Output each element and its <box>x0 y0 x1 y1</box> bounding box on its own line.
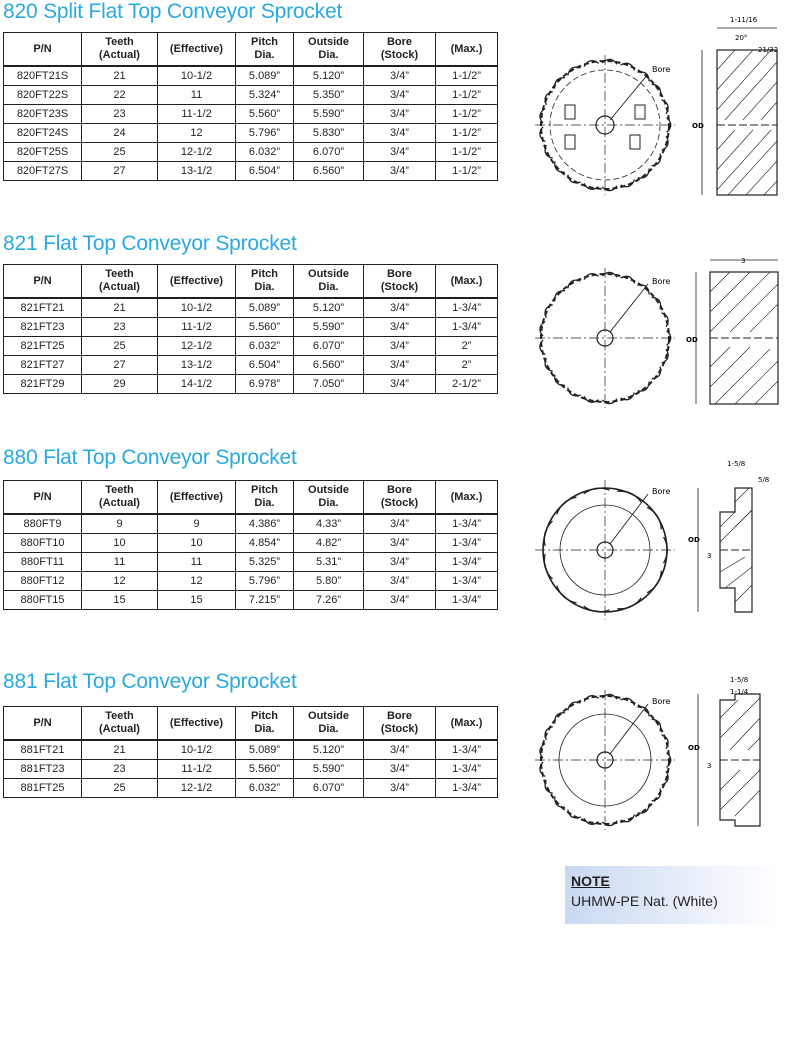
header-pn: P/N <box>4 33 82 67</box>
table-cell: 12 <box>158 572 236 591</box>
sprocket-821-drawing <box>530 252 800 432</box>
header-pn: P/N <box>4 707 82 741</box>
note-text: UHMW-PE Nat. (White) <box>571 893 718 909</box>
table-cell: 6.504” <box>236 162 294 181</box>
table-row <box>4 86 498 105</box>
table-cell: 29 <box>82 375 158 394</box>
table-cell: 25 <box>82 337 158 356</box>
section-title: 821 Flat Top Conveyor Sprocket <box>3 232 297 255</box>
sprocket-881-drawing <box>530 660 800 840</box>
table-cell: 3/4” <box>364 86 436 105</box>
table-cell: 3/4” <box>364 591 436 610</box>
header-bore: Bore (Stock) <box>364 33 436 67</box>
spec-table <box>3 32 498 181</box>
table-cell: 21 <box>82 298 158 318</box>
od-label: OD <box>686 336 698 344</box>
table-cell: 5.324” <box>236 86 294 105</box>
table-row <box>4 298 498 318</box>
table-cell: 12-1/2 <box>158 337 236 356</box>
dim-label: 5/8 <box>758 476 770 484</box>
table-cell: 23 <box>82 760 158 779</box>
table-row <box>4 740 498 760</box>
table-cell: 3/4” <box>364 514 436 534</box>
table-row <box>4 143 498 162</box>
table-cell: 880FT10 <box>4 534 82 553</box>
table-cell: 5.325” <box>236 553 294 572</box>
sprocket-side-view <box>688 676 760 826</box>
sprocket-820-drawing <box>530 10 800 210</box>
sprocket-front-view <box>535 480 675 620</box>
table-cell: 5.120” <box>294 66 364 86</box>
table-cell: 14-1/2 <box>158 375 236 394</box>
table-cell: 1-3/4” <box>436 534 498 553</box>
table-cell: 881FT25 <box>4 779 82 798</box>
table-cell: 5.796” <box>236 124 294 143</box>
dim-label: 1-5/8 <box>730 676 749 684</box>
od-label: OD <box>688 536 700 544</box>
table-cell: 25 <box>82 779 158 798</box>
table-cell: 3/4” <box>364 124 436 143</box>
table-cell: 820FT22S <box>4 86 82 105</box>
table-row <box>4 534 498 553</box>
table-cell: 27 <box>82 162 158 181</box>
table-cell: 1-1/2” <box>436 66 498 86</box>
table-cell: 15 <box>158 591 236 610</box>
sprocket-front-view <box>535 268 675 408</box>
table-cell: 1-3/4” <box>436 318 498 337</box>
dim-label: 1-5/8 <box>727 460 746 468</box>
header-bore: Bore (Stock) <box>364 481 436 515</box>
header-max: (Max.) <box>436 481 498 515</box>
table-cell: 23 <box>82 318 158 337</box>
table-cell: 11-1/2 <box>158 318 236 337</box>
table-row <box>4 66 498 86</box>
header-pitch: Pitch Dia. <box>236 33 294 67</box>
header-effective: (Effective) <box>158 33 236 67</box>
header-effective: (Effective) <box>158 265 236 299</box>
table-cell: 11-1/2 <box>158 760 236 779</box>
table-cell: 24 <box>82 124 158 143</box>
table-cell: 13-1/2 <box>158 356 236 375</box>
table-cell: 1-3/4” <box>436 514 498 534</box>
table-cell: 820FT23S <box>4 105 82 124</box>
header-max: (Max.) <box>436 265 498 299</box>
note-title: NOTE <box>571 873 610 889</box>
table-cell: 3/4” <box>364 318 436 337</box>
table-row <box>4 337 498 356</box>
table-cell: 27 <box>82 356 158 375</box>
table-cell: 2” <box>436 356 498 375</box>
table-cell: 3/4” <box>364 572 436 591</box>
table-cell: 22 <box>82 86 158 105</box>
spec-table <box>3 264 498 394</box>
table-cell: 3/4” <box>364 534 436 553</box>
table-cell: 5.089” <box>236 298 294 318</box>
header-outside: Outside Dia. <box>294 265 364 299</box>
header-bore: Bore (Stock) <box>364 707 436 741</box>
table-cell: 5.560” <box>236 105 294 124</box>
header-outside: Outside Dia. <box>294 707 364 741</box>
table-row <box>4 553 498 572</box>
table-cell: 2” <box>436 337 498 356</box>
table-cell: 4.386” <box>236 514 294 534</box>
header-effective: (Effective) <box>158 707 236 741</box>
sprocket-front-view <box>535 690 675 830</box>
table-cell: 11 <box>82 553 158 572</box>
table-cell: 10 <box>82 534 158 553</box>
table-cell: 820FT25S <box>4 143 82 162</box>
table-cell: 5.089” <box>236 66 294 86</box>
section-title: 881 Flat Top Conveyor Sprocket <box>3 670 297 693</box>
table-cell: 1-3/4” <box>436 298 498 318</box>
header-max: (Max.) <box>436 33 498 67</box>
table-cell: 1-1/2” <box>436 143 498 162</box>
table-cell: 4.33” <box>294 514 364 534</box>
table-cell: 6.560” <box>294 356 364 375</box>
dim-label: 1-11/16 <box>730 16 758 24</box>
header-teeth: Teeth (Actual) <box>82 33 158 67</box>
table-cell: 2-1/2” <box>436 375 498 394</box>
table-cell: 820FT27S <box>4 162 82 181</box>
table-cell: 13-1/2 <box>158 162 236 181</box>
table-cell: 1-3/4” <box>436 740 498 760</box>
header-pitch: Pitch Dia. <box>236 707 294 741</box>
table-cell: 6.560” <box>294 162 364 181</box>
table-cell: 3/4” <box>364 337 436 356</box>
table-cell: 5.120” <box>294 740 364 760</box>
header-outside: Outside Dia. <box>294 481 364 515</box>
table-cell: 7.215” <box>236 591 294 610</box>
header-pitch: Pitch Dia. <box>236 481 294 515</box>
table-cell: 10 <box>158 534 236 553</box>
table-cell: 821FT29 <box>4 375 82 394</box>
section-title: 820 Split Flat Top Conveyor Sprocket <box>3 0 343 23</box>
table-row <box>4 162 498 181</box>
dim-label: 3 <box>741 257 746 265</box>
bore-label: Bore <box>652 277 671 286</box>
table-cell: 6.070” <box>294 779 364 798</box>
sprocket-side-view <box>686 257 778 404</box>
table-cell: 880FT15 <box>4 591 82 610</box>
table-cell: 5.796” <box>236 572 294 591</box>
table-cell: 6.032” <box>236 779 294 798</box>
table-cell: 3/4” <box>364 375 436 394</box>
header-teeth: Teeth (Actual) <box>82 707 158 741</box>
spec-table <box>3 480 498 610</box>
note-box <box>565 866 779 924</box>
table-cell: 880FT11 <box>4 553 82 572</box>
table-cell: 11 <box>158 86 236 105</box>
table-cell: 1-3/4” <box>436 591 498 610</box>
table-row <box>4 572 498 591</box>
table-cell: 820FT24S <box>4 124 82 143</box>
table-cell: 3/4” <box>364 143 436 162</box>
dim-label: 3 <box>707 552 712 560</box>
table-cell: 10-1/2 <box>158 66 236 86</box>
table-cell: 12-1/2 <box>158 143 236 162</box>
table-cell: 5.089” <box>236 740 294 760</box>
dim-label: 1-1/4 <box>730 688 749 696</box>
table-cell: 3/4” <box>364 162 436 181</box>
table-cell: 7.26” <box>294 591 364 610</box>
table-cell: 3/4” <box>364 779 436 798</box>
table-cell: 3/4” <box>364 740 436 760</box>
table-cell: 3/4” <box>364 66 436 86</box>
table-cell: 1-3/4” <box>436 553 498 572</box>
header-teeth: Teeth (Actual) <box>82 265 158 299</box>
table-cell: 5.590” <box>294 105 364 124</box>
table-cell: 6.070” <box>294 143 364 162</box>
table-row <box>4 375 498 394</box>
header-pn: P/N <box>4 265 82 299</box>
table-cell: 881FT23 <box>4 760 82 779</box>
table-cell: 5.31” <box>294 553 364 572</box>
bore-label: Bore <box>652 487 671 496</box>
table-row <box>4 591 498 610</box>
dim-label: 3 <box>707 762 712 770</box>
sprocket-880-drawing <box>530 452 800 642</box>
table-cell: 881FT21 <box>4 740 82 760</box>
table-cell: 11-1/2 <box>158 105 236 124</box>
table-cell: 15 <box>82 591 158 610</box>
table-cell: 5.560” <box>236 760 294 779</box>
dim-label: 20° <box>735 34 748 42</box>
table-row <box>4 514 498 534</box>
table-cell: 5.120” <box>294 298 364 318</box>
table-cell: 6.032” <box>236 337 294 356</box>
table-cell: 23 <box>82 105 158 124</box>
sprocket-side-view <box>688 460 769 612</box>
table-cell: 820FT21S <box>4 66 82 86</box>
table-cell: 6.978” <box>236 375 294 394</box>
table-cell: 5.80” <box>294 572 364 591</box>
table-cell: 6.070” <box>294 337 364 356</box>
header-effective: (Effective) <box>158 481 236 515</box>
table-cell: 821FT23 <box>4 318 82 337</box>
spec-table <box>3 706 498 798</box>
table-row <box>4 105 498 124</box>
table-cell: 821FT21 <box>4 298 82 318</box>
table-cell: 9 <box>158 514 236 534</box>
table-cell: 4.82” <box>294 534 364 553</box>
od-label: OD <box>692 122 704 130</box>
header-pn: P/N <box>4 481 82 515</box>
table-row <box>4 124 498 143</box>
table-cell: 1-3/4” <box>436 572 498 591</box>
table-cell: 1-1/2” <box>436 105 498 124</box>
table-cell: 21 <box>82 66 158 86</box>
table-cell: 11 <box>158 553 236 572</box>
table-cell: 821FT27 <box>4 356 82 375</box>
table-cell: 5.830” <box>294 124 364 143</box>
table-cell: 4.854” <box>236 534 294 553</box>
od-label: OD <box>688 744 700 752</box>
table-cell: 1-1/2” <box>436 86 498 105</box>
table-cell: 821FT25 <box>4 337 82 356</box>
header-teeth: Teeth (Actual) <box>82 481 158 515</box>
table-cell: 3/4” <box>364 298 436 318</box>
table-cell: 12 <box>82 572 158 591</box>
bore-label: Bore <box>652 65 671 74</box>
table-cell: 21 <box>82 740 158 760</box>
table-cell: 880FT12 <box>4 572 82 591</box>
header-max: (Max.) <box>436 707 498 741</box>
table-cell: 7.050” <box>294 375 364 394</box>
sprocket-side-view <box>692 16 778 195</box>
table-cell: 3/4” <box>364 760 436 779</box>
table-row <box>4 760 498 779</box>
bore-label: Bore <box>652 697 671 706</box>
table-cell: 25 <box>82 143 158 162</box>
table-cell: 12-1/2 <box>158 779 236 798</box>
table-cell: 9 <box>82 514 158 534</box>
dim-label: 21/32 <box>758 46 779 54</box>
table-cell: 12 <box>158 124 236 143</box>
table-cell: 1-1/2” <box>436 124 498 143</box>
table-row <box>4 356 498 375</box>
table-cell: 5.590” <box>294 318 364 337</box>
table-row <box>4 779 498 798</box>
table-cell: 6.032” <box>236 143 294 162</box>
table-cell: 5.560” <box>236 318 294 337</box>
table-cell: 1-1/2” <box>436 162 498 181</box>
header-bore: Bore (Stock) <box>364 265 436 299</box>
sprocket-front-view <box>535 55 675 195</box>
table-cell: 3/4” <box>364 553 436 572</box>
table-row <box>4 318 498 337</box>
table-cell: 10-1/2 <box>158 298 236 318</box>
table-cell: 10-1/2 <box>158 740 236 760</box>
section-title: 880 Flat Top Conveyor Sprocket <box>3 446 297 469</box>
table-cell: 5.350” <box>294 86 364 105</box>
table-cell: 3/4” <box>364 356 436 375</box>
table-cell: 1-3/4” <box>436 760 498 779</box>
table-cell: 5.590” <box>294 760 364 779</box>
table-cell: 1-3/4” <box>436 779 498 798</box>
table-cell: 6.504” <box>236 356 294 375</box>
table-cell: 3/4” <box>364 105 436 124</box>
table-cell: 880FT9 <box>4 514 82 534</box>
header-outside: Outside Dia. <box>294 33 364 67</box>
header-pitch: Pitch Dia. <box>236 265 294 299</box>
